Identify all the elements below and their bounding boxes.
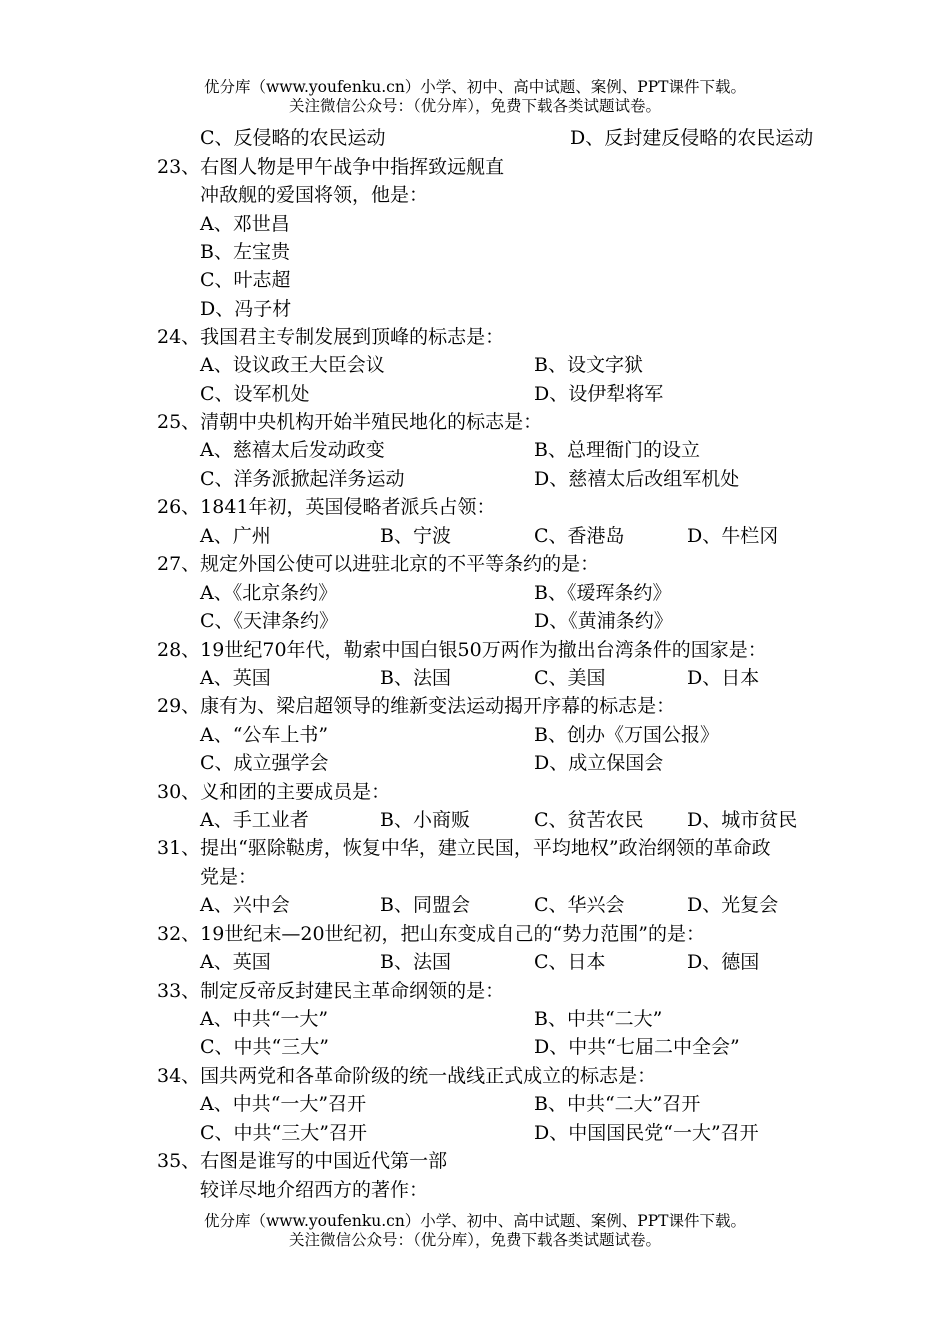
question-23-stem-2: 冲敌舰的爱国将领，他是： [200, 184, 429, 206]
question-31-stem-2: 党是： [200, 866, 258, 888]
question-29-option-c: C、成立强学会 [200, 752, 329, 774]
question-31-stem-1: 31、提出“驱除鞑虏，恢复中华，建立民国，平均地权”政治纲领的革命政 [157, 837, 771, 859]
question-23-option-c: C、叶志超 [200, 269, 291, 291]
question-33-option-b: B、中共“二大” [534, 1008, 663, 1030]
question-26-option-c: C、香港岛 [534, 525, 625, 547]
question-23-stem-1: 23、右图人物是甲午战争中指挥致远舰直 [157, 156, 505, 178]
question-30-option-d: D、城市贫民 [687, 809, 798, 831]
footer-line-2: 关注微信公众号：（优分库），免费下载各类试题试卷。 [288, 1231, 661, 1249]
header-line-2: 关注微信公众号：（优分库），免费下载各类试题试卷。 [288, 97, 661, 115]
question-24-option-d: D、设伊犁将军 [534, 383, 664, 405]
question-34-option-c: C、中共“三大”召开 [200, 1122, 367, 1144]
question-25-option-b: B、总理衙门的设立 [534, 439, 700, 461]
question-34-option-a: A、中共“一大”召开 [200, 1093, 367, 1115]
question-24-option-a: A、设议政王大臣会议 [200, 354, 385, 376]
question-34-stem: 34、国共两党和各革命阶级的统一战线正式成立的标志是： [157, 1065, 657, 1087]
question-26-option-a: A、广州 [200, 525, 271, 547]
question-27-option-c: C、《天津条约》 [200, 610, 339, 632]
question-28-option-a: A、英国 [200, 667, 271, 689]
question-31-option-a: A、兴中会 [200, 894, 290, 916]
question-32-option-a: A、英国 [200, 951, 271, 973]
question-28-option-d: D、日本 [687, 667, 760, 689]
question-24-option-b: B、设文字狱 [534, 354, 643, 376]
question-26-option-d: D、牛栏冈 [687, 525, 779, 547]
question-33-stem: 33、制定反帝反封建民主革命纲领的是： [157, 980, 505, 1002]
question-30-option-b: B、小商贩 [380, 809, 470, 831]
question-25-option-c: C、洋务派掀起洋务运动 [200, 468, 405, 490]
header-line-1: 优分库（www.youfenku.cn）小学、初中、高中试题、案例、PPT课件下载。 [203, 78, 747, 96]
question-29-option-a: A、“公车上书” [200, 724, 329, 746]
question-32-stem: 32、19世纪末—20世纪初，把山东变成自己的“势力范围”的是： [157, 923, 705, 945]
prev-option-d: D、反封建反侵略的农民运动 [570, 127, 814, 149]
question-25-stem: 25、清朝中央机构开始半殖民地化的标志是： [157, 411, 543, 433]
question-27-option-d: D、《黄浦条约》 [534, 610, 673, 632]
question-25-option-d: D、慈禧太后改组军机处 [534, 468, 740, 490]
page-footer [0, 1212, 950, 1250]
question-27-option-a: A、《北京条约》 [200, 582, 338, 604]
question-30-option-a: A、手工业者 [200, 809, 309, 831]
footer-line-1: 优分库（www.youfenku.cn）小学、初中、高中试题、案例、PPT课件下载。 [203, 1212, 747, 1230]
question-26-stem: 26、1841年初，英国侵略者派兵占领： [157, 496, 496, 518]
question-23-option-a: A、邓世昌 [200, 213, 290, 235]
question-29-option-d: D、成立保国会 [534, 752, 664, 774]
question-29-stem: 29、康有为、梁启超领导的维新变法运动揭开序幕的标志是： [157, 695, 676, 717]
question-23-option-b: B、左宝贵 [200, 241, 290, 263]
question-32-option-c: C、日本 [534, 951, 606, 973]
question-33-option-a: A、中共“一大” [200, 1008, 329, 1030]
question-28-stem: 28、19世纪70年代，勒索中国白银50万两作为撤出台湾条件的国家是： [157, 639, 767, 661]
question-31-option-d: D、光复会 [687, 894, 779, 916]
question-34-option-d: D、中国国民党“一大”召开 [534, 1122, 759, 1144]
question-29-option-b: B、创办《万国公报》 [534, 724, 719, 746]
question-25-option-a: A、慈禧太后发动政变 [200, 439, 385, 461]
question-26-option-b: B、宁波 [380, 525, 451, 547]
prev-option-c: C、反侵略的农民运动 [200, 127, 386, 149]
question-33-option-d: D、中共“七届二中全会” [534, 1036, 740, 1058]
question-27-option-b: B、《瑷珲条约》 [534, 582, 672, 604]
question-32-option-b: B、法国 [380, 951, 451, 973]
question-23-option-d: D、冯子材 [200, 298, 292, 320]
question-35-stem-2: 较详尽地介绍西方的著作： [200, 1179, 429, 1201]
question-31-option-c: C、华兴会 [534, 894, 625, 916]
question-28-option-c: C、美国 [534, 667, 606, 689]
question-27-stem: 27、规定外国公使可以进驻北京的不平等条约的是： [157, 553, 600, 575]
page-header [0, 78, 950, 116]
question-24-stem: 24、我国君主专制发展到顶峰的标志是： [157, 326, 505, 348]
question-33-option-c: C、中共“三大” [200, 1036, 329, 1058]
question-28-option-b: B、法国 [380, 667, 451, 689]
question-31-option-b: B、同盟会 [380, 894, 470, 916]
question-30-stem: 30、义和团的主要成员是： [157, 781, 391, 803]
question-24-option-c: C、设军机处 [200, 383, 310, 405]
question-35-stem-1: 35、右图是谁写的中国近代第一部 [157, 1150, 448, 1172]
question-34-option-b: B、中共“二大”召开 [534, 1093, 701, 1115]
question-32-option-d: D、德国 [687, 951, 760, 973]
question-30-option-c: C、贫苦农民 [534, 809, 644, 831]
